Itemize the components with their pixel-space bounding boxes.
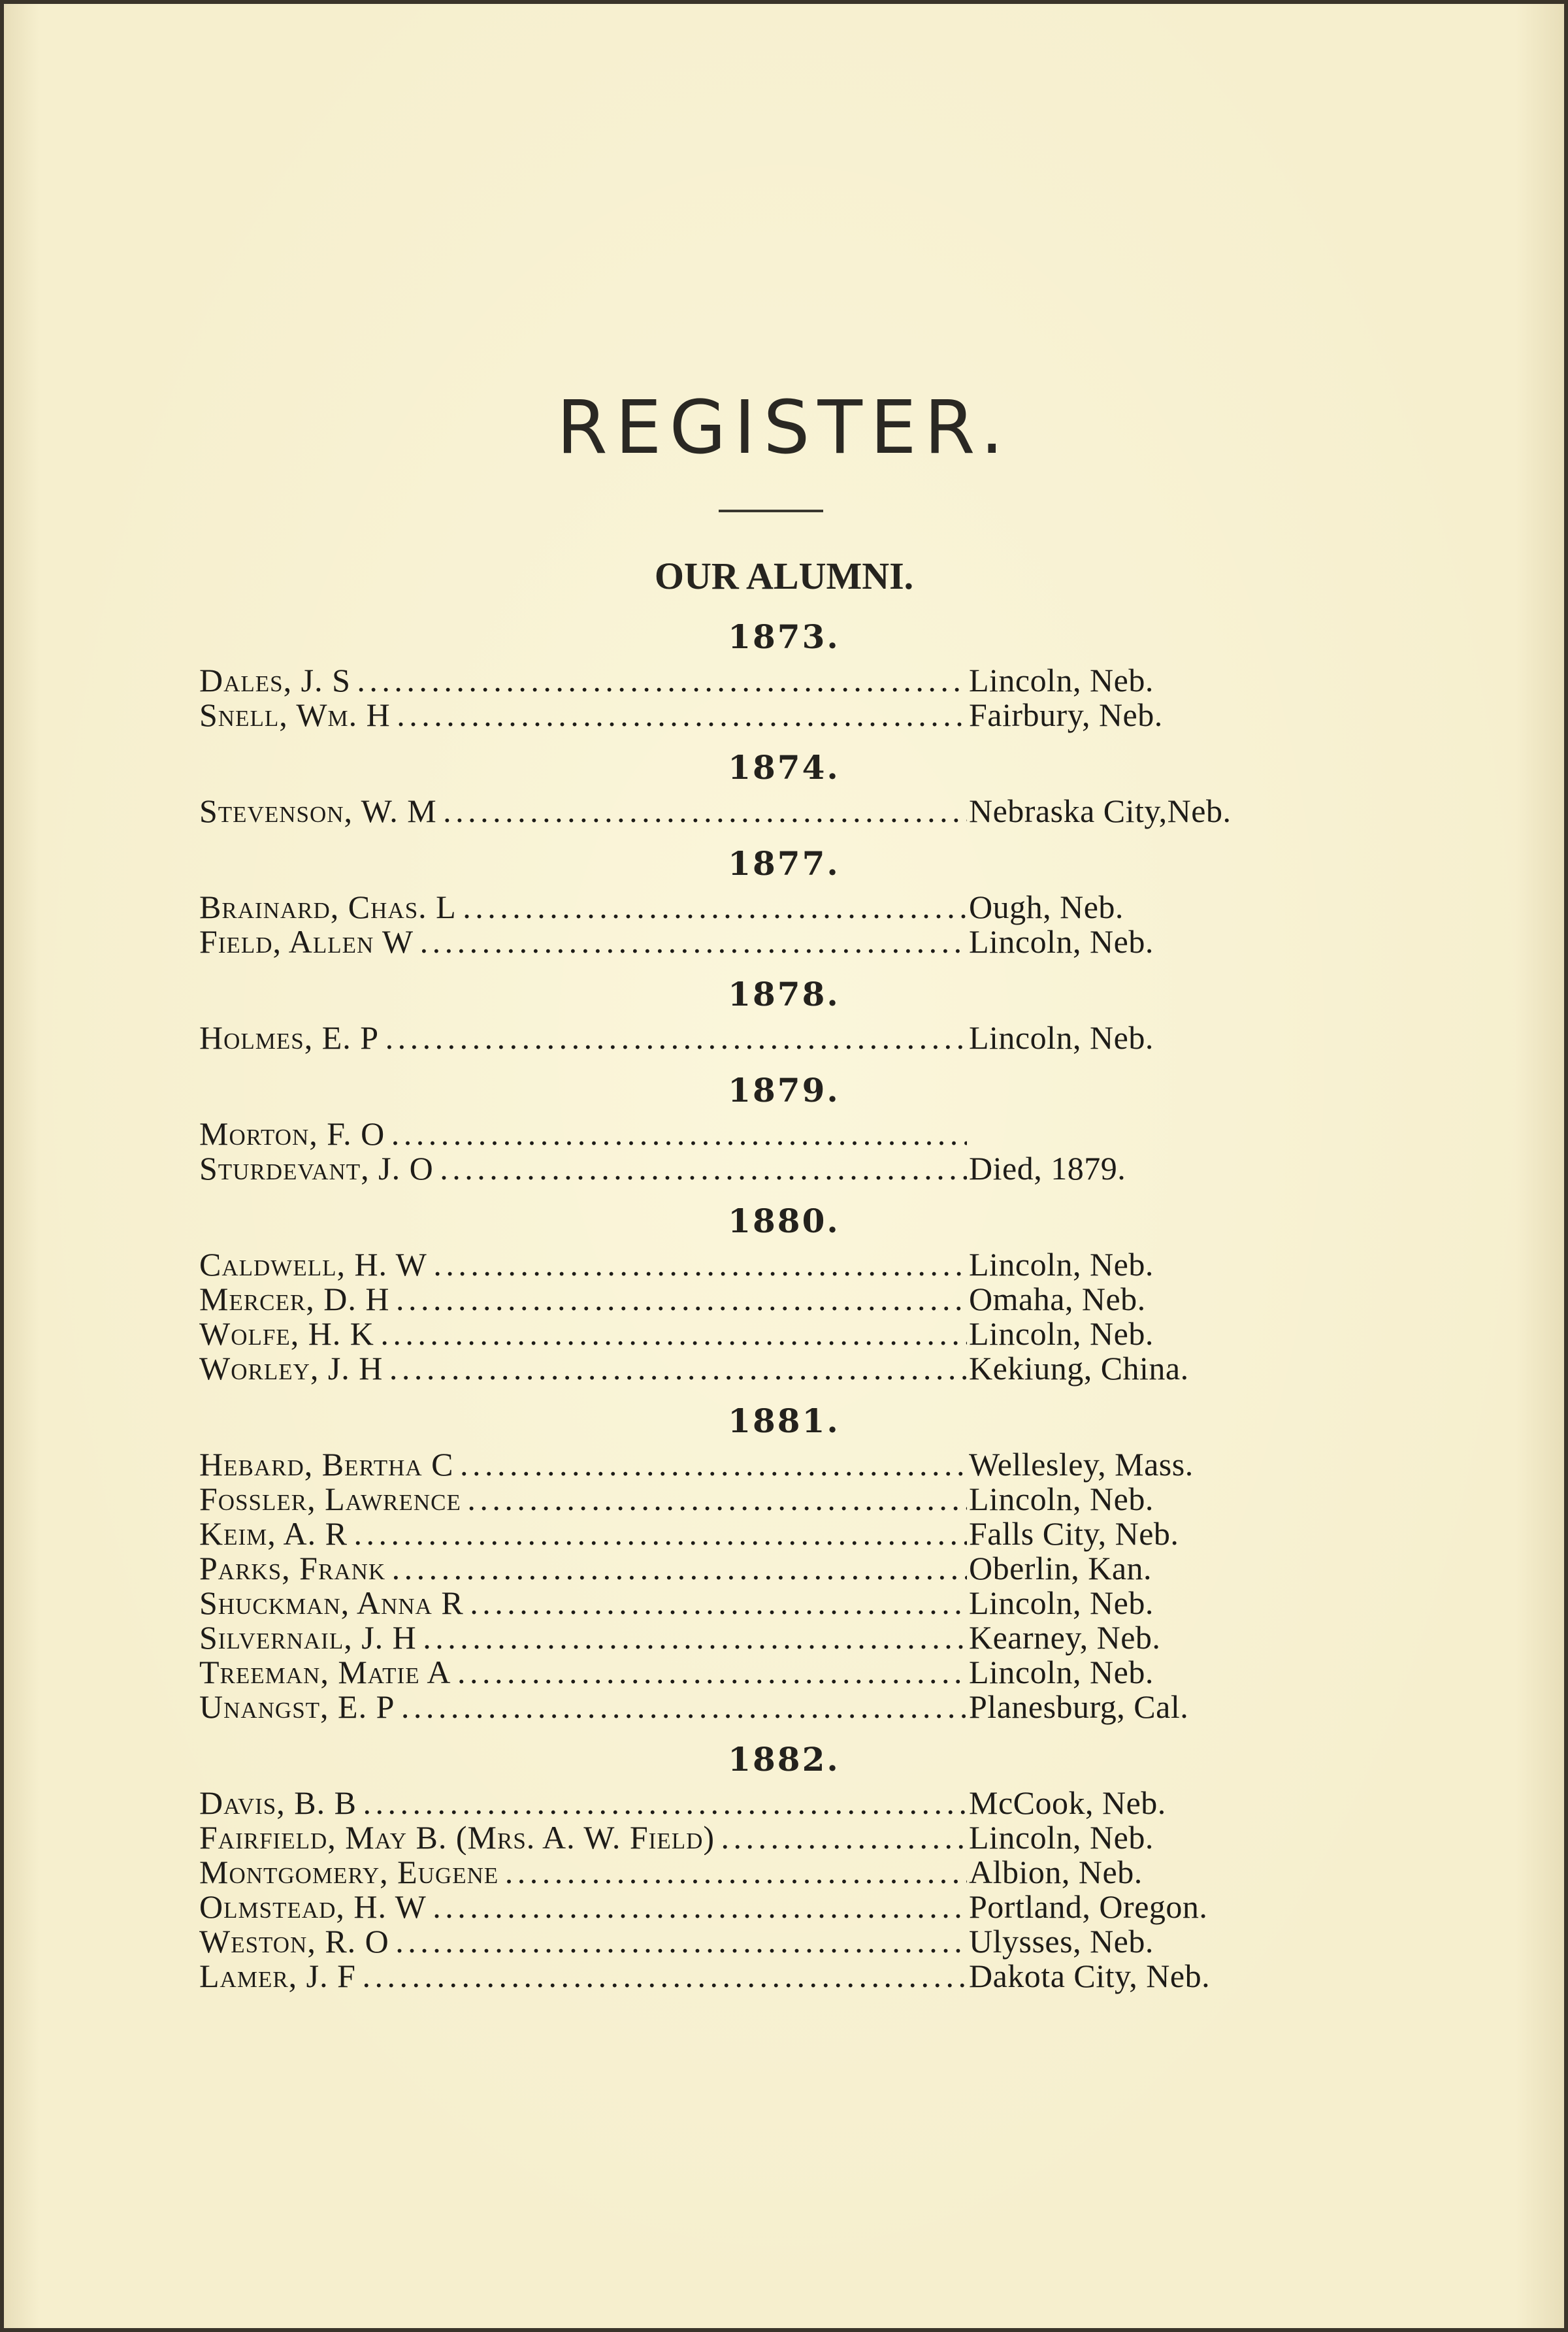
alumni-entry	[199, 1117, 1297, 1151]
alumni-entry	[199, 1447, 1297, 1482]
alumni-entry	[199, 1517, 1297, 1551]
alumni-entry	[199, 890, 1297, 925]
alumni-name: Shuckman, Anna R . . .	[199, 1586, 967, 1620]
class-year-heading: 1874.	[728, 748, 840, 787]
alumni-name: Morton, F. O . . .	[199, 1117, 967, 1151]
alumni-entry	[199, 1586, 1297, 1620]
alumni-name-leader	[199, 1820, 967, 1855]
alumni-entry	[199, 698, 1297, 732]
alumni-location: Nebraska City,Neb.	[969, 793, 1232, 829]
alumni-entry	[199, 1282, 1297, 1317]
alumni-name: Hebard, Bertha C . . .	[199, 1447, 967, 1482]
class-year-heading: 1873.	[728, 617, 840, 656]
alumni-location: Oberlin, Kan.	[969, 1550, 1152, 1586]
alumni-location: Lincoln, Neb.	[969, 1819, 1154, 1856]
alumni-name-leader	[199, 1247, 967, 1282]
alumni-entry	[199, 1855, 1297, 1890]
alumni-entry	[199, 1351, 1297, 1386]
alumni-entry	[199, 1620, 1297, 1655]
alumni-location: Lincoln, Neb.	[969, 1246, 1154, 1283]
alumni-location: Lincoln, Neb.	[969, 1481, 1154, 1517]
alumni-name: Weston, R. O . . .	[199, 1924, 967, 1959]
alumni-location: Portland, Oregon.	[969, 1888, 1208, 1925]
alumni-entry	[199, 1690, 1297, 1724]
alumni-name: Wolfe, H. K . . .	[199, 1317, 967, 1351]
class-year-heading: 1878.	[728, 975, 840, 1013]
alumni-location: Fairbury, Neb.	[969, 697, 1163, 733]
alumni-name-leader	[199, 1855, 967, 1890]
alumni-name-leader	[199, 794, 967, 829]
alumni-entry	[199, 1021, 1297, 1055]
alumni-name-leader	[199, 1317, 967, 1351]
alumni-location: Lincoln, Neb.	[969, 1315, 1154, 1352]
alumni-name: Stevenson, W. M . . .	[199, 794, 967, 829]
alumni-name: Brainard, Chas. L . . .	[199, 890, 967, 925]
alumni-entry	[199, 1924, 1297, 1959]
alumni-name: Fairfield, May B. (Mrs. A. W. Field) . . .	[199, 1820, 967, 1855]
section-subtitle: OUR ALUMNI.	[654, 555, 914, 597]
alumni-name: Silvernail, J. H . . .	[199, 1620, 967, 1655]
alumni-location: Kearney, Neb.	[969, 1619, 1161, 1656]
alumni-entry	[199, 925, 1297, 959]
class-year-heading: 1877.	[728, 844, 840, 883]
alumni-name-leader	[199, 1282, 967, 1317]
alumni-location: Lincoln, Neb.	[969, 1654, 1154, 1690]
alumni-name-leader	[199, 1351, 967, 1386]
alumni-name: Mercer, D. H . . .	[199, 1282, 967, 1317]
alumni-name-leader	[199, 698, 967, 732]
alumni-name-leader	[199, 890, 967, 925]
alumni-name-leader	[199, 1447, 967, 1482]
alumni-name: Olmstead, H. W . . .	[199, 1890, 967, 1924]
alumni-location: Died, 1879.	[969, 1150, 1126, 1187]
alumni-name-leader	[199, 925, 967, 959]
class-year-heading: 1881.	[728, 1402, 840, 1440]
alumni-name: Field, Allen W . . .	[199, 925, 967, 959]
alumni-entry	[199, 1551, 1297, 1586]
alumni-name: Worley, J. H . . .	[199, 1351, 967, 1386]
alumni-name: Sturdevant, J. O . . .	[199, 1151, 967, 1186]
alumni-name-leader	[199, 1551, 967, 1586]
alumni-name-leader	[199, 1117, 967, 1151]
alumni-name: Treeman, Matie A . . .	[199, 1655, 967, 1690]
alumni-name: Davis, B. B . . .	[199, 1786, 967, 1820]
alumni-entry	[199, 1959, 1297, 1994]
alumni-name-leader	[199, 1151, 967, 1186]
alumni-location: Omaha, Neb.	[969, 1281, 1146, 1317]
alumni-location: Wellesley, Mass.	[969, 1446, 1194, 1483]
alumni-entry	[199, 1482, 1297, 1517]
class-year-heading: 1880.	[728, 1202, 840, 1240]
alumni-entry	[199, 1820, 1297, 1855]
alumni-name: Unangst, E. P . . .	[199, 1690, 967, 1724]
alumni-name-leader	[199, 1655, 967, 1690]
alumni-name: Lamer, J. F . . .	[199, 1959, 967, 1994]
alumni-name: Parks, Frank . . .	[199, 1551, 967, 1586]
alumni-location: McCook, Neb.	[969, 1784, 1166, 1821]
alumni-location: Dakota City, Neb.	[969, 1958, 1211, 1994]
alumni-entry	[199, 663, 1297, 698]
alumni-entry	[199, 794, 1297, 829]
alumni-name-leader	[199, 1786, 967, 1820]
alumni-name: Keim, A. R . . .	[199, 1517, 967, 1551]
alumni-name-leader	[199, 1924, 967, 1959]
class-year-heading: 1882.	[728, 1740, 840, 1779]
alumni-entry	[199, 1655, 1297, 1690]
alumni-name: Dales, J. S . . .	[199, 663, 967, 698]
alumni-location: Lincoln, Neb.	[969, 1585, 1154, 1621]
alumni-name-leader	[199, 1517, 967, 1551]
alumni-location: Albion, Neb.	[969, 1854, 1143, 1890]
alumni-name: Holmes, E. P . . .	[199, 1021, 967, 1055]
alumni-location: Falls City, Neb.	[969, 1515, 1179, 1552]
alumni-name-leader	[199, 1482, 967, 1517]
alumni-name-leader	[199, 1890, 967, 1924]
title-divider	[719, 510, 823, 512]
alumni-name-leader	[199, 1586, 967, 1620]
alumni-name: Snell, Wm. H . . .	[199, 698, 967, 732]
alumni-location: Lincoln, Neb.	[969, 923, 1154, 960]
alumni-name-leader	[199, 1959, 967, 1994]
alumni-name-leader	[199, 1021, 967, 1055]
alumni-location: Ough, Neb.	[969, 889, 1124, 925]
alumni-list	[0, 611, 1568, 1994]
alumni-location: Lincoln, Neb.	[969, 1019, 1154, 1056]
alumni-entry	[199, 1890, 1297, 1924]
alumni-name-leader	[199, 1620, 967, 1655]
alumni-name: Montgomery, Eugene . . .	[199, 1855, 967, 1890]
alumni-name-leader	[199, 1690, 967, 1724]
alumni-name: Fossler, Lawrence . . .	[199, 1482, 967, 1517]
alumni-name: Caldwell, H. W . . .	[199, 1247, 967, 1282]
alumni-location: Lincoln, Neb.	[969, 662, 1154, 698]
alumni-name-leader	[199, 663, 967, 698]
alumni-entry	[199, 1247, 1297, 1282]
class-year-heading: 1879.	[728, 1071, 840, 1109]
page-title: REGISTER.	[556, 386, 1012, 470]
alumni-entry	[199, 1317, 1297, 1351]
alumni-location: Planesburg, Cal.	[969, 1688, 1189, 1725]
alumni-location: Ulysses, Neb.	[969, 1923, 1154, 1960]
alumni-entry	[199, 1786, 1297, 1820]
alumni-entry	[199, 1151, 1297, 1186]
alumni-location: Kekiung, China.	[969, 1350, 1189, 1387]
